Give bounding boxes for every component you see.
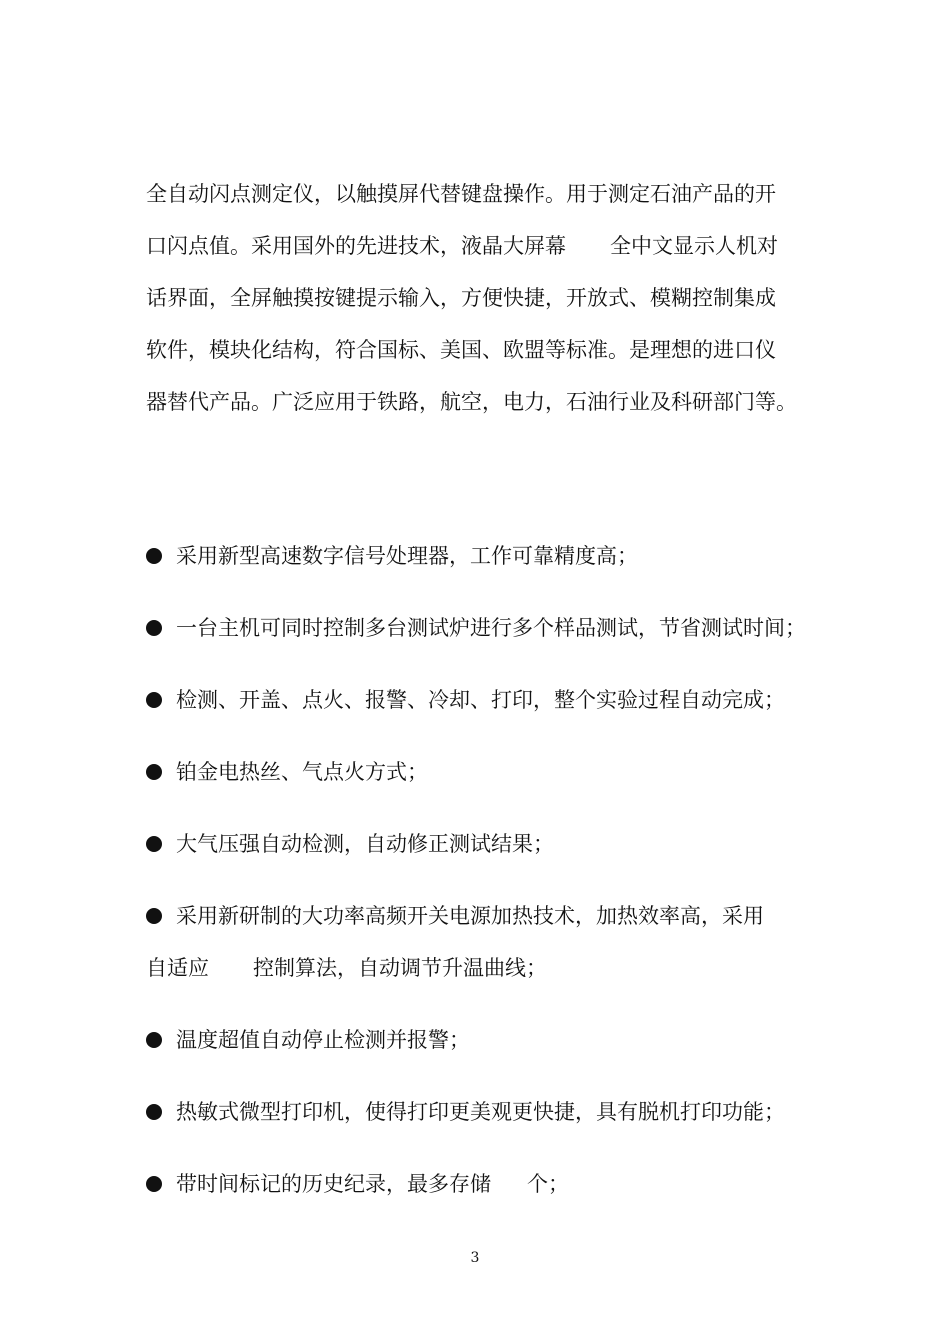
feature-item <box>146 1158 569 1210</box>
intro-line-part: 全中文显示人机对 <box>610 234 778 258</box>
feature-text: 带时间标记的历史纪录，最多存储 <box>176 1172 491 1196</box>
intro-line: 器替代产品。广泛应用于铁路，航空，电力，石油行业及科研部门等。 <box>146 390 797 414</box>
feature-text: 铂金电热丝、气点火方式； <box>176 760 428 784</box>
bullet-dot-icon <box>146 1104 162 1120</box>
feature-text: 检测、开盖、点火、报警、冷却、打印，整个实验过程自动完成； <box>176 688 785 712</box>
page-number: 3 <box>470 1250 480 1266</box>
feature-continuation <box>146 942 547 994</box>
bullet-dot-icon <box>146 1176 162 1192</box>
bullet-dot-icon <box>146 620 162 636</box>
feature-text: 个； <box>527 1172 569 1196</box>
feature-text: 温度超值自动停止检测并报警； <box>176 1028 470 1052</box>
feature-text: 大气压强自动检测，自动修正测试结果； <box>176 832 554 856</box>
intro-line <box>146 220 826 272</box>
feature-text: 采用新研制的大功率高频开关电源加热技术，加热效率高，采用 <box>176 904 764 928</box>
feature-item <box>146 746 428 798</box>
feature-item <box>146 1086 785 1138</box>
intro-line: 软件，模块化结构，符合国标、美国、欧盟等标准。是理想的进口仪 <box>146 338 776 362</box>
feature-text: 控制算法，自动调节升温曲线； <box>253 956 547 980</box>
bullet-dot-icon <box>146 764 162 780</box>
bullet-dot-icon <box>146 548 162 564</box>
bullet-dot-icon <box>146 692 162 708</box>
bullet-dot-icon <box>146 836 162 852</box>
bullet-dot-icon <box>146 908 162 924</box>
intro-line-part: 口闪点值。采用国外的先进技术，液晶大屏幕 <box>146 234 566 258</box>
feature-item <box>146 674 785 726</box>
feature-text: 自适应 <box>146 956 209 980</box>
intro-line: 话界面，全屏触摸按键提示输入，方便快捷，开放式、模糊控制集成 <box>146 286 776 310</box>
feature-text: 热敏式微型打印机，使得打印更美观更快捷，具有脱机打印功能； <box>176 1100 785 1124</box>
intro-line: 全自动闪点测定仪，以触摸屏代替键盘操作。用于测定石油产品的开 <box>146 182 776 206</box>
feature-item <box>146 1014 470 1066</box>
feature-item <box>146 602 806 654</box>
feature-text: 采用新型高速数字信号处理器，工作可靠精度高； <box>176 544 638 568</box>
feature-item <box>146 818 554 870</box>
bullet-dot-icon <box>146 1032 162 1048</box>
feature-text: 一台主机可同时控制多台测试炉进行多个样品测试，节省测试时间； <box>176 616 806 640</box>
feature-item <box>146 890 764 942</box>
intro-paragraph <box>146 168 826 428</box>
feature-item <box>146 530 638 582</box>
